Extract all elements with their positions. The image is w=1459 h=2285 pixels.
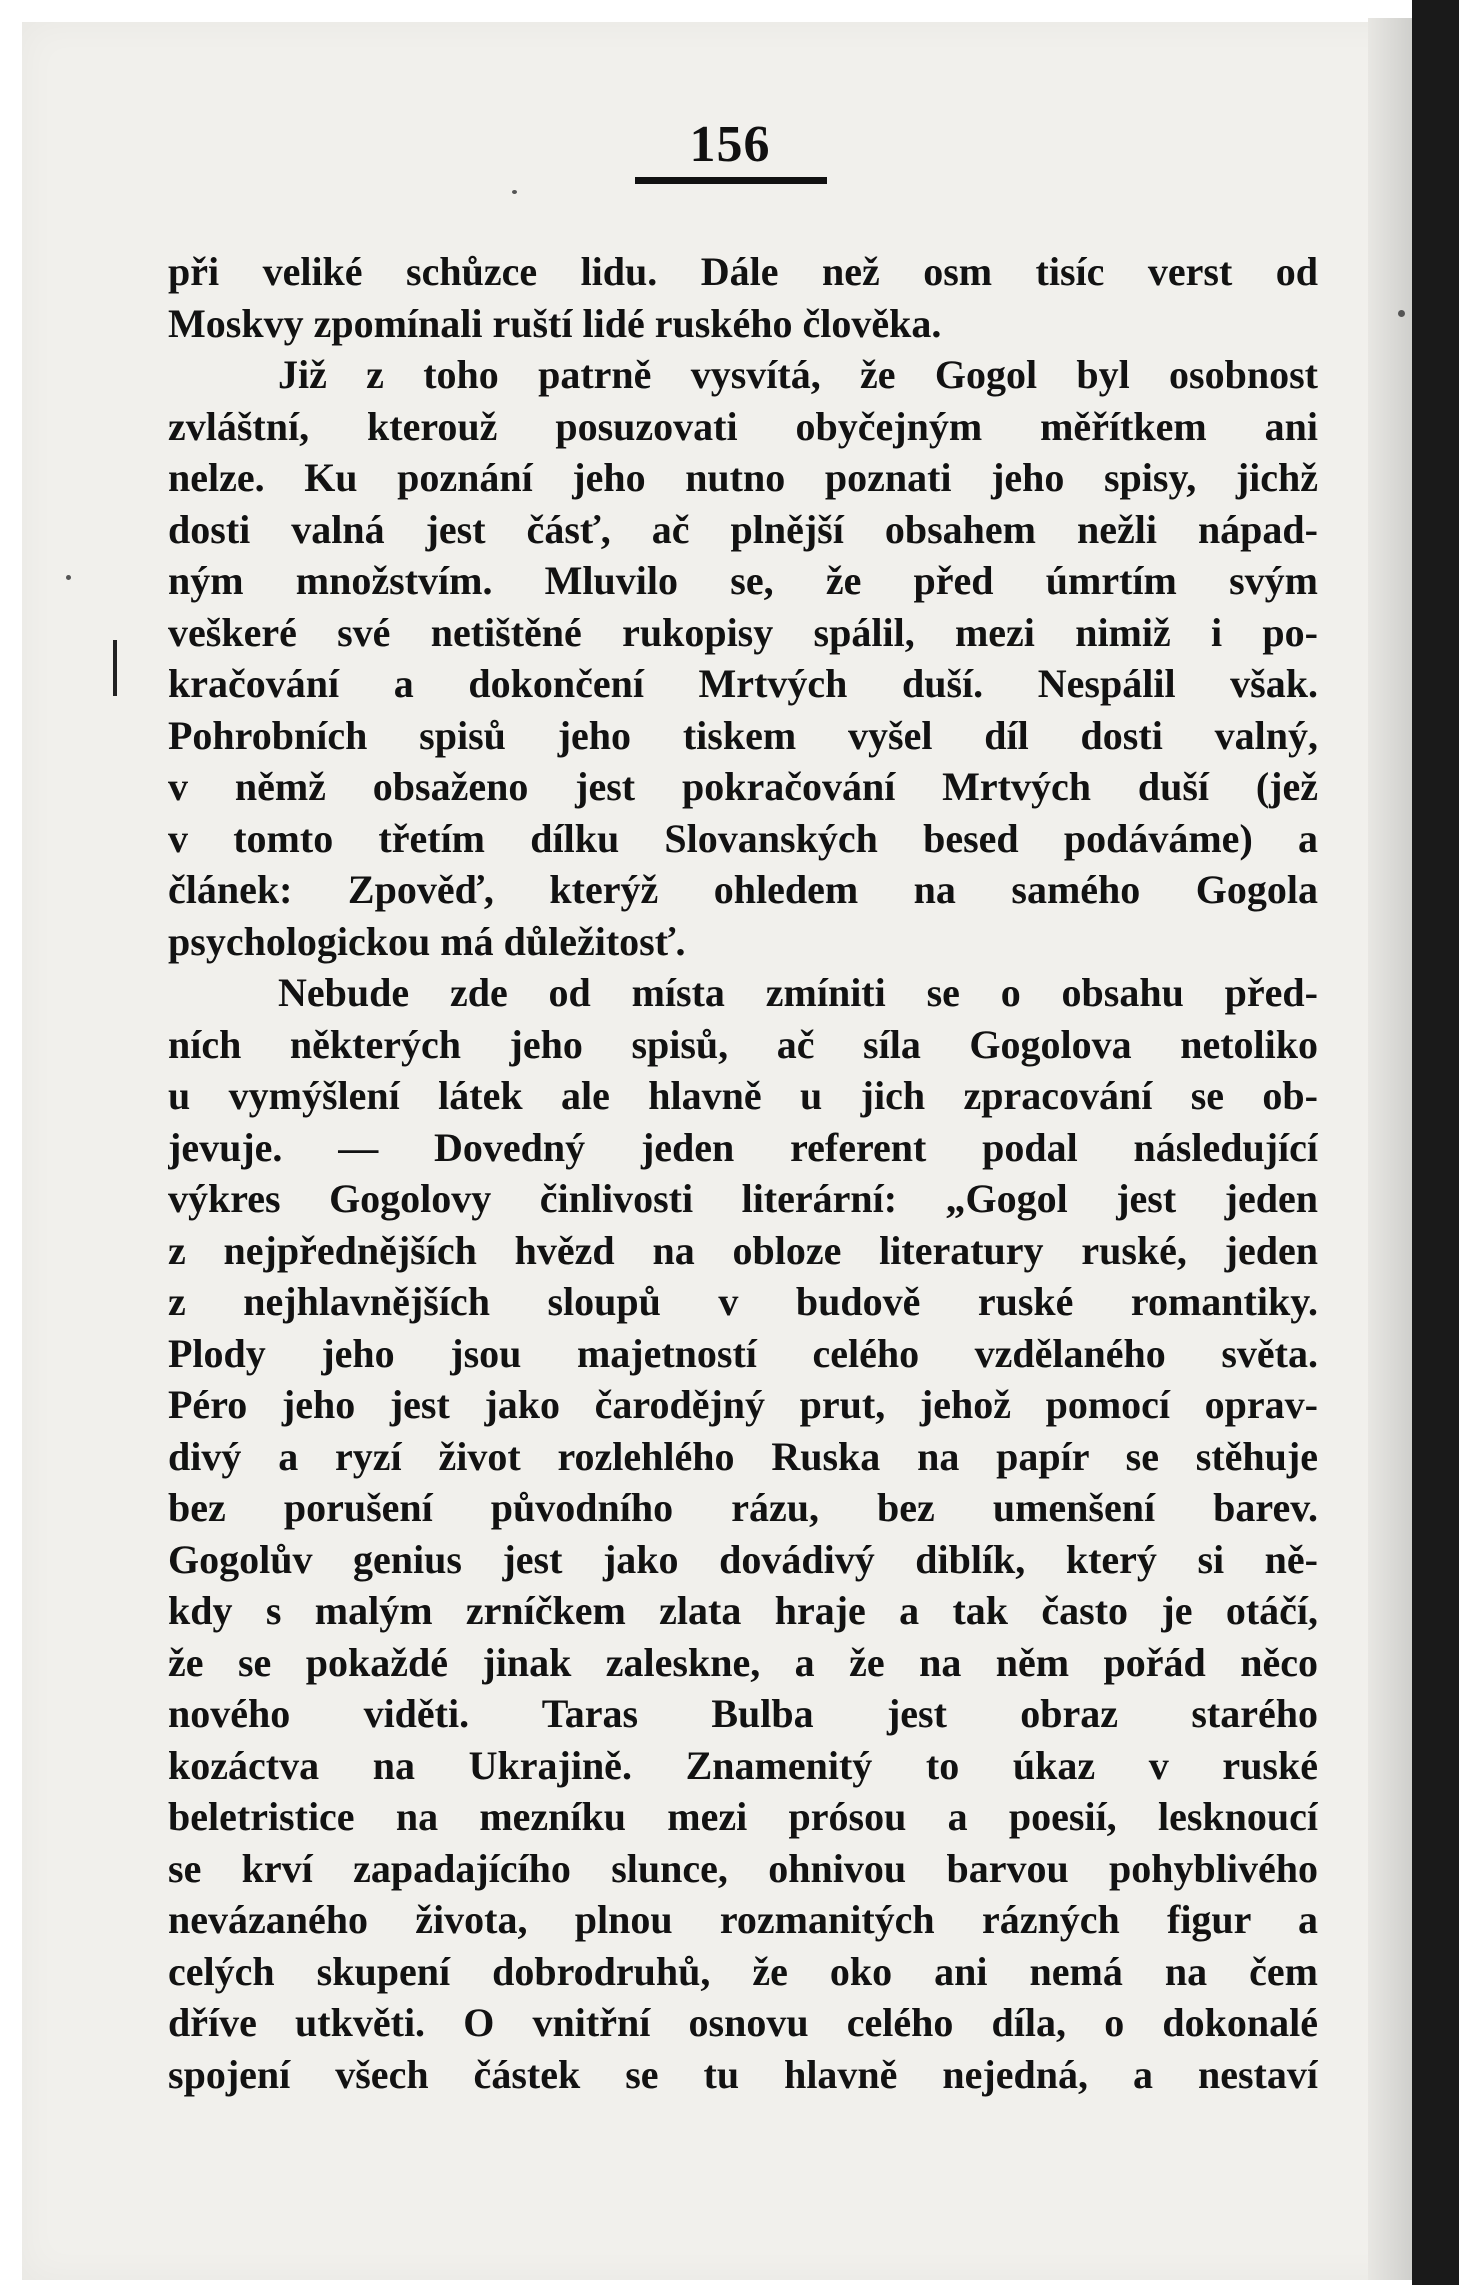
text-line: Péro jeho jest jako čarodějný prut, jehož pomocí oprav-	[168, 1382, 1318, 1427]
body-text	[168, 246, 1318, 2100]
text-line: se krví zapadajícího slunce, ohnivou barvou pohyblivého	[168, 1845, 1318, 1891]
text-line: kdy s malým zrníčkem zlata hraje a tak často je otáčí,	[168, 1588, 1318, 1633]
text-line: beletristice na mezníku mezi prósou a poesií, lesknoucí	[168, 1794, 1318, 1839]
text-line: Již z toho patrně vysvítá, že Gogol byl osobnost	[278, 352, 1318, 397]
text-line: z nejpřednějších hvězd na obloze literatury ruské, jeden	[168, 1227, 1318, 1273]
text-line: článek: Zpověď, kterýž ohledem na samého Gogola	[168, 867, 1318, 912]
text-line: nového viděti. Taras Bulba jest obraz starého	[168, 1691, 1318, 1736]
scan-dark-border	[1412, 0, 1459, 2285]
page-number-rule	[635, 177, 827, 184]
text-line: Nebude zde od místa zmíniti se o obsahu před-	[278, 970, 1318, 1015]
text-line: kozáctva na Ukrajině. Znamenitý to úkaz v ruské	[168, 1742, 1318, 1788]
text-line: zvláštní, kterouž posuzovati obyčejným měřítkem ani	[168, 403, 1318, 449]
text-line: při veliké schůzce lidu. Dále než osm tisíc verst od	[168, 249, 1318, 294]
text-line: divý a ryzí život rozlehlého Ruska na papír se stěhuje	[168, 1433, 1318, 1479]
text-line: Gogolův genius jest jako dovádivý diblík, který si ně-	[168, 1536, 1318, 1582]
page-number: 156	[689, 116, 771, 173]
text-line: z nejhlavnějších sloupů v budově ruské romantiky.	[168, 1279, 1318, 1324]
text-line: dříve utkvěti. O vnitřní osnovu celého díla, o dokonalé	[168, 2000, 1318, 2045]
text-line: že se pokaždé jinak zaleskne, a že na něm pořád něco	[168, 1639, 1318, 1685]
text-line: ným množstvím. Mluvilo se, že před úmrtím svým	[168, 558, 1318, 603]
text-line: celých skupení dobrodruhů, že oko ani nemá na čem	[168, 1948, 1318, 1994]
text-line: dosti valná jest čásť, ač plnější obsahem nežli nápad-	[168, 506, 1318, 552]
text-line: bez porušení původního rázu, bez umenšení barev.	[168, 1485, 1318, 1530]
text-line: jevuje. — Dovedný jeden referent podal následující	[168, 1124, 1318, 1170]
text-line: v tomto třetím dílku Slovanských besed podáváme) a	[168, 815, 1318, 861]
text-line: spojení všech částek se tu hlavně nejedná, a nestaví	[168, 2051, 1318, 2097]
text-line: Pohrobních spisů jeho tiskem vyšel díl dosti valný,	[168, 712, 1318, 758]
text-line: ních některých jeho spisů, ač síla Gogolova netoliko	[168, 1021, 1318, 1067]
page-edge	[1368, 18, 1412, 2280]
dust-speck	[66, 575, 71, 580]
dust-speck	[1398, 310, 1405, 317]
text-line: výkres Gogolovy činlivosti literární: „Gogol jest jeden	[168, 1176, 1318, 1221]
margin-mark	[113, 640, 117, 696]
text-line: Moskvy zpomínali ruští lidé ruského člověka.	[168, 300, 942, 346]
text-line: psychologickou má důležitosť.	[168, 918, 686, 964]
text-line: kračování a dokončení Mrtvých duší. Nespálil však.	[168, 661, 1318, 706]
text-line: nelze. Ku poznání jeho nutno poznati jeho spisy, jichž	[168, 455, 1318, 500]
text-line: nevázaného života, plnou rozmanitých rázných figur a	[168, 1897, 1318, 1942]
text-line: veškeré své netištěné rukopisy spálil, mezi nimiž i po-	[168, 609, 1318, 655]
text-line: v němž obsaženo jest pokračování Mrtvých duší (jež	[168, 764, 1318, 809]
text-line: Plody jeho jsou majetností celého vzdělaného světa.	[168, 1330, 1318, 1376]
text-line: u vymýšlení látek ale hlavně u jich zpracování se ob-	[168, 1073, 1318, 1118]
dust-speck	[512, 190, 517, 194]
